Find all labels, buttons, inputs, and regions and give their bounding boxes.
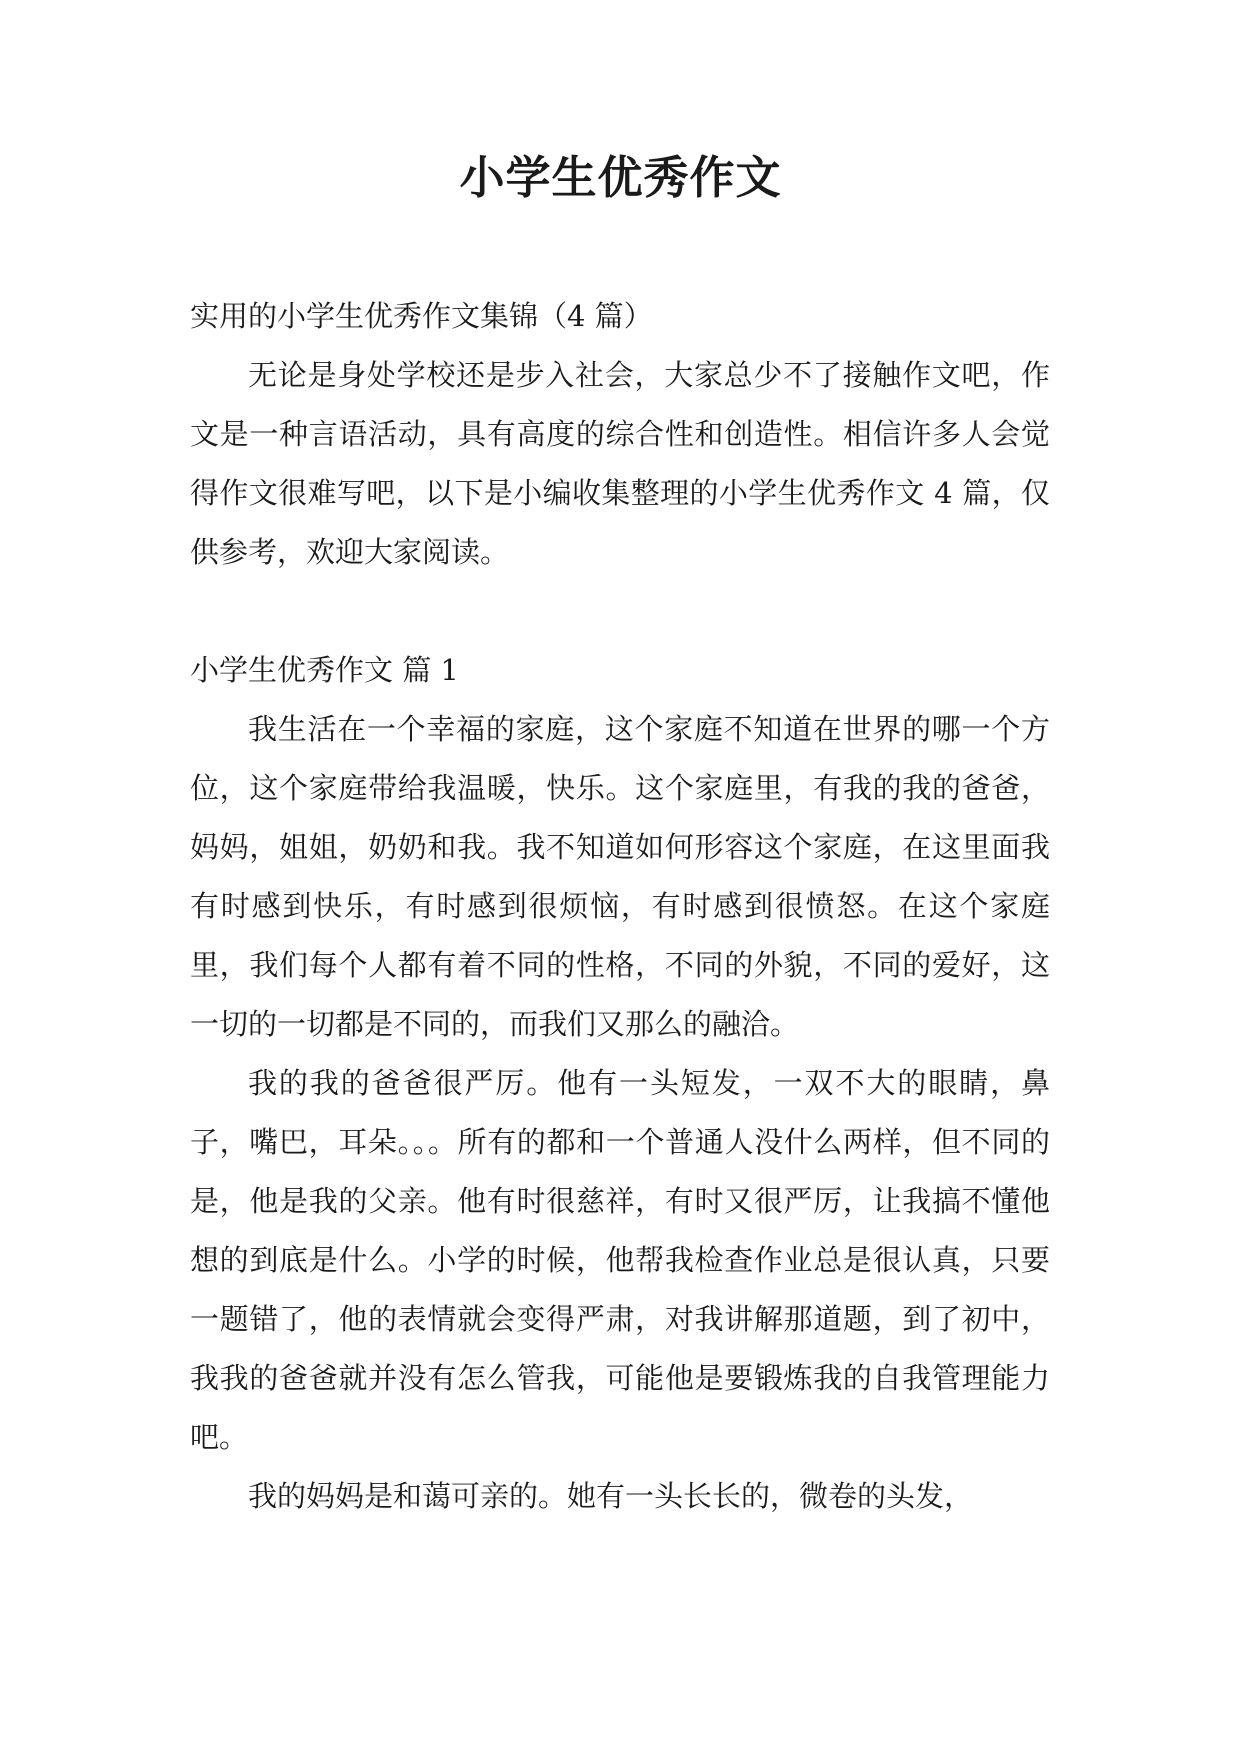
document-title: 小学生优秀作文 — [459, 151, 782, 204]
intro-paragraph: 无论是身处学校还是步入社会，大家总少不了接触作文吧，作文是一种言语活动，具有高度的综合性和创造性。相信许多人会觉得作文很难写吧，以下是小编收集整理的小学生优秀作文 4 篇，仅供参考，欢迎大家阅读。 — [190, 358, 1050, 569]
section-spacer — [190, 582, 1050, 641]
document-body — [190, 287, 1050, 1526]
document-subtitle: 实用的小学生优秀作文集锦（4 篇） — [190, 299, 653, 333]
body-paragraph: 我生活在一个幸福的家庭，这个家庭不知道在世界的哪一个方位，这个家庭带给我温暖，快乐。这个家庭里，有我的我的爸爸，妈妈，姐姐，奶奶和我。我不知道如何形容这个家庭，在这里面我有时感到快乐，有时感到很烦恼，有时感到很愤怒。在这个家庭里，我们每个人都有着不同的性格，不同的外貌，不同的爱好，这一切的一切都是不同的，而我们又那么的融洽。 — [190, 712, 1050, 1041]
section-heading: 小学生优秀作文 篇 1 — [190, 653, 459, 687]
body-paragraph: 我的我的爸爸很严厉。他有一头短发，一双不大的眼睛，鼻子，嘴巴，耳朵。。。所有的都和一个普通人没什么两样，但不同的是，他是我的父亲。他有时很慈祥，有时又很严厉，让我搞不懂他想的到底是什么。小学的时候，他帮我检查作业总是很认真，只要一题错了，他的表情就会变得严肃，对我讲解那道题，到了初中，我我的爸爸就并没有怎么管我，可能他是要锻炼我的自我管理能力吧。 — [190, 1066, 1050, 1454]
body-paragraph: 我的妈妈是和蔼可亲的。她有一头长长的，微卷的头发， — [248, 1479, 974, 1513]
